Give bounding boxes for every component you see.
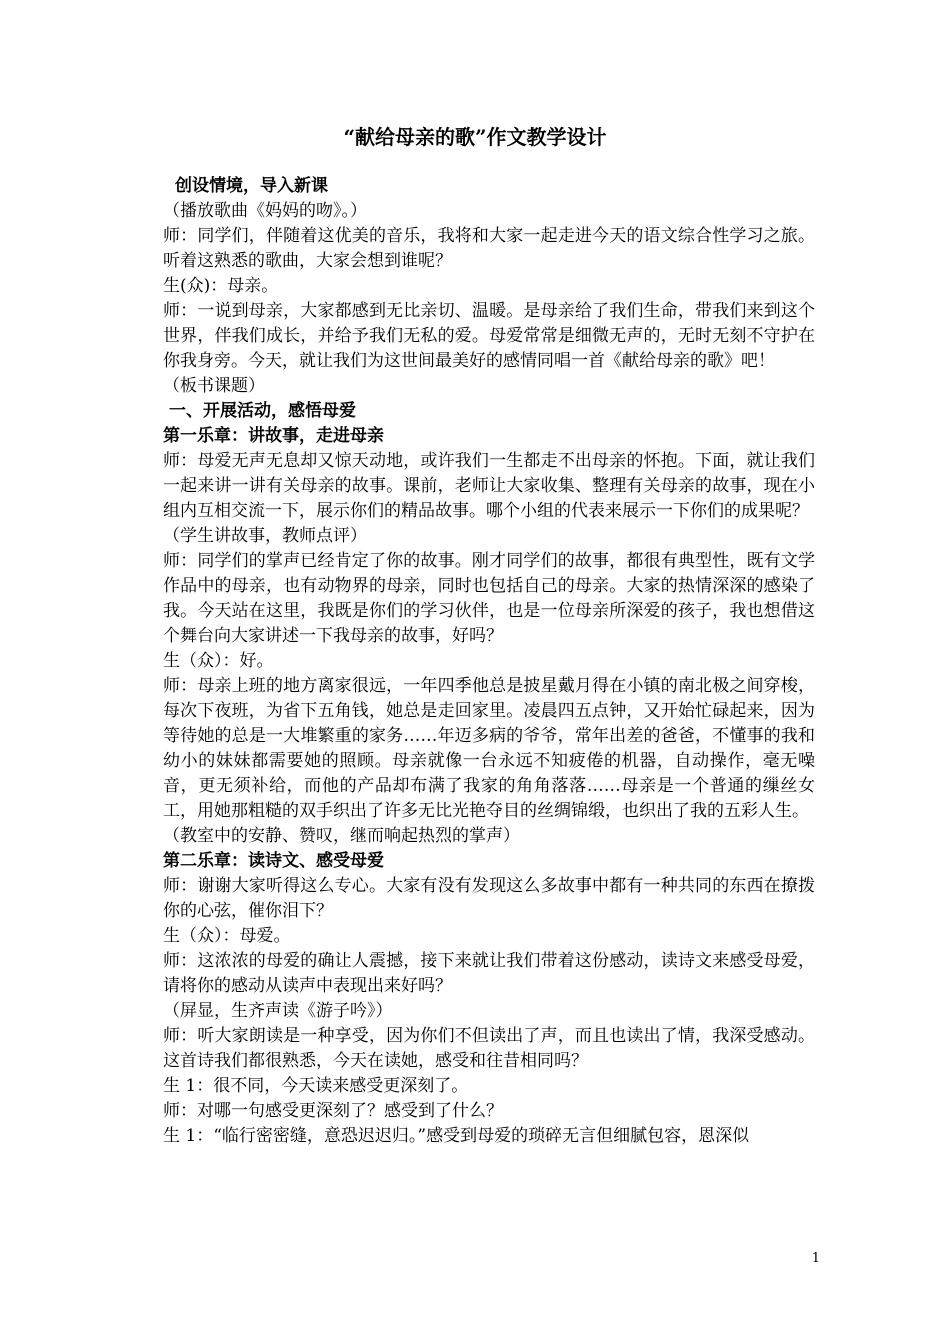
paragraph: 生（众）：母爱。 [163, 926, 291, 946]
paragraph: 师：同学们，伴随着这优美的音乐，我将和大家一起走进今天的语文综合性学习之旅。听着这熟悉的歌曲，大家会想到谁呢？ [163, 226, 815, 271]
paragraph: 师：母亲上班的地方离家很远，一年四季他总是披星戴月得在小镇的南北极之间穿梭，每次下夜班，为省下五角钱，她总是走回家里。凌晨四五点钟，又开始忙碌起来，因为等待她的总是一大堆繁重的家务……年迈多病的爷爷，常年出差的爸爸，不懂事的我和幼小的妹妹都需要她的照顾。母亲就像一台永远不知疲倦的机器，自动操作，毫无噪音，更无须补给，而他的产品却布满了我家的角角落落……母亲是一个普通的缫丝女工，用她那粗糙的双手织出了许多无比光艳夺目的丝绸锦缎，也织出了我的五彩人生。 [163, 676, 815, 821]
paragraph: 师：听大家朗读是一种享受，因为你们不但读出了声，而且也读出了情，我深受感动。这首诗我们都很熟悉，今天在读她，感受和往昔相同吗？ [163, 1026, 815, 1071]
paragraph: （教室中的安静、赞叹，继而响起热烈的掌声） [163, 826, 520, 846]
paragraph: 师：对哪一句感受更深刻了？感受到了什么？ [163, 1101, 503, 1121]
paragraph: 师：这浓浓的母爱的确让人震撼，接下来就让我们带着这份感动，读诗文来感受母爱，请将你的感动从读声中表现出来好吗？ [163, 951, 815, 996]
paragraph: 生 1：很不同，今天读来感受更深刻了。 [163, 1076, 469, 1096]
paragraph: 师：母爱无声无息却又惊天动地，或许我们一生都走不出母亲的怀抱。下面，就让我们一起来讲一讲有关母亲的故事。课前，老师让大家收集、整理有关母亲的故事，现在小组内互相交流一下，展示你们的精品故事。哪个小组的代表来展示一下你们的成果呢？ [163, 451, 815, 521]
section-heading: 一、开展活动，感悟母爱 [169, 401, 356, 421]
paragraph: （板书课题） [163, 376, 265, 396]
paragraph: （屏显，生齐声读《游子吟》） [163, 1001, 393, 1021]
section-heading: 创设情境，导入新课 [175, 176, 328, 196]
paragraph: 师：同学们的掌声已经肯定了你的故事。刚才同学们的故事，都很有典型性，既有文学作品中的母亲，也有动物界的母亲，同时也包括自己的母亲。大家的热情深深的感染了我。今天站在这里，我既是你们的学习伙伴，也是一位母亲所深爱的孩子，我也想借这个舞台向大家讲述一下我母亲的故事，好吗？ [163, 551, 815, 646]
paragraph: 生(众)：母亲。 [163, 276, 279, 296]
paragraph: 生 1：“临行密密缝，意恐迟迟归。”感受到母爱的琐碎无言但细腻包容，恩深似 [163, 1126, 750, 1146]
section-heading: 第一乐章：讲故事，走进母亲 [163, 426, 384, 446]
section-heading: 第二乐章：读诗文、感受母爱 [163, 851, 384, 871]
paragraph: （学生讲故事，教师点评） [163, 526, 367, 546]
paragraph: 师：一说到母亲，大家都感到无比亲切、温暖。是母亲给了我们生命，带我们来到这个世界，伴我们成长，并给予我们无私的爱。母爱常常是细微无声的，无时无刻不守护在你我身旁。今天，就让我们为这世间最美好的感情同唱一首《献给母亲的歌》吧！ [163, 301, 815, 371]
paragraph: （播放歌曲《妈妈的吻》。） [163, 201, 367, 221]
page-number: 1 [811, 1251, 820, 1266]
paragraph: 师：谢谢大家听得这么专心。大家有没有发现这么多故事中都有一种共同的东西在撩拨你的心弦，催你泪下？ [163, 876, 815, 921]
paragraph: 生（众）：好。 [163, 651, 274, 671]
document-title: “献给母亲的歌”作文教学设计 [343, 125, 607, 149]
document-body [163, 174, 815, 1149]
